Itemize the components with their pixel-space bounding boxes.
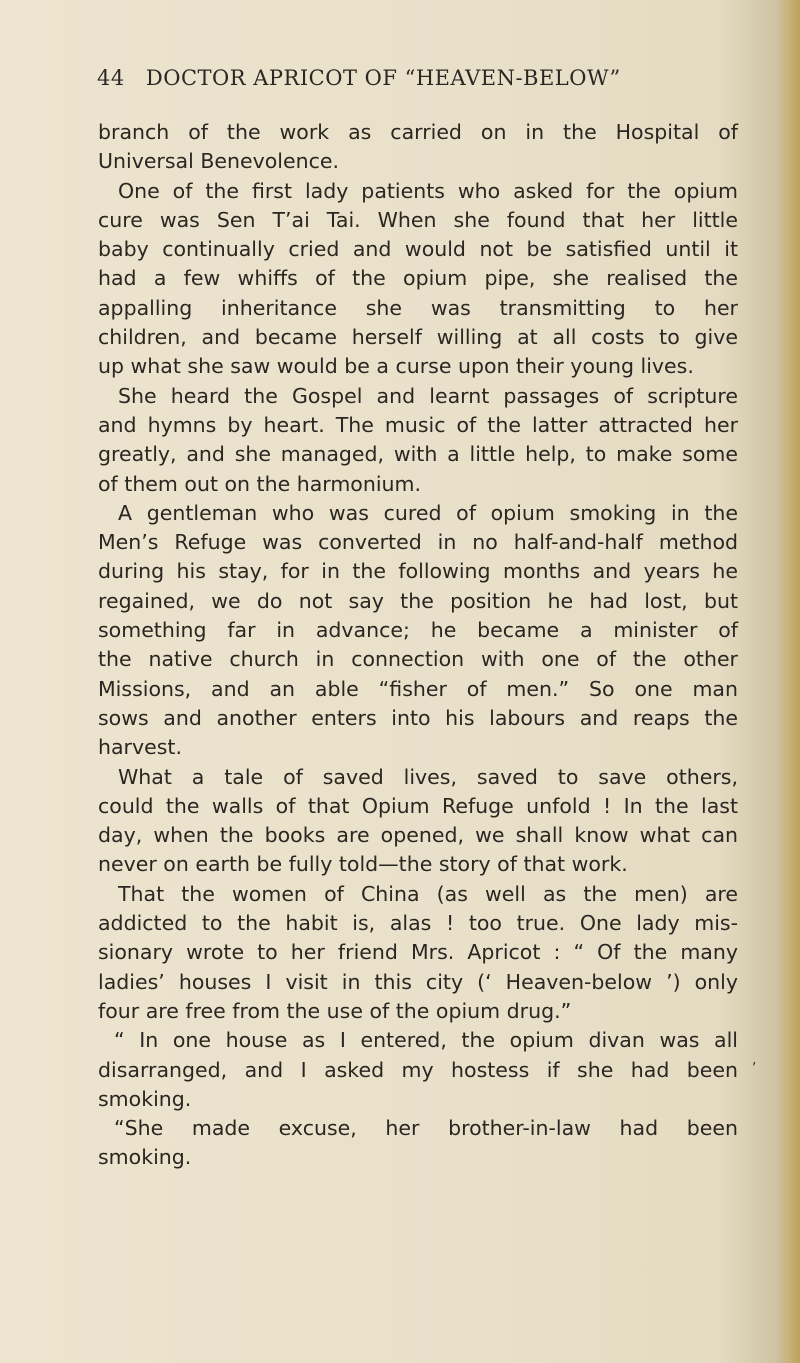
text-line: branch of the work as carried on in the Hospital of: [98, 120, 738, 144]
running-header: [97, 66, 717, 90]
text-line: never on earth be fully told—the story of that work.: [98, 852, 628, 877]
text-line: baby continually cried and would not be satisfied until it: [98, 237, 738, 262]
text-line: regained, we do not say the position he had lost, but: [98, 588, 738, 613]
text-line: greatly, and she managed, with a little help, to make some: [98, 442, 738, 467]
text-line: sionary wrote to her friend Mrs. Apricot : “ Of the many: [98, 940, 738, 965]
text-line: Men’s Refuge was converted in no half-and-half method: [98, 530, 738, 555]
text-line: Missions, and an able “fisher of men.” So one man: [98, 676, 738, 701]
text-line: up what she saw would be a curse upon their young lives.: [98, 354, 694, 379]
text-line: ladies’ houses I visit in this city (‘ Heaven-below ’) only: [98, 969, 738, 994]
text-line: something far in advance; he became a minister of: [98, 618, 738, 643]
text-line: disarranged, and I asked my hostess if she had been: [98, 1057, 738, 1082]
page-number: 44: [97, 66, 125, 90]
text-line: “She made excuse, her brother-in-law had been: [114, 1116, 738, 1141]
text-line: sows and another enters into his labours and reaps the: [98, 705, 738, 730]
text-line: four are free from the use of the opium drug.”: [98, 998, 572, 1023]
body-text: [98, 118, 738, 1173]
text-line: A gentleman who was cured of opium smoking in the: [118, 500, 738, 525]
text-line: That the women of China (as well as the men) are: [118, 881, 738, 906]
text-line: had a few whiffs of the opium pipe, she realised the: [98, 266, 738, 291]
text-line: Universal Benevolence.: [98, 149, 339, 174]
running-title: DOCTOR APRICOT OF “HEAVEN-BELOW”: [145, 66, 621, 90]
text-line: appalling inheritance she was transmitting to her: [98, 295, 738, 320]
margin-mark: ,: [752, 1052, 757, 1068]
text-line: smoking.: [98, 1086, 192, 1111]
text-line: “ In one house as I entered, the opium divan was all: [114, 1028, 738, 1053]
text-line: addicted to the habit is, alas ! too true. One lady mis-: [98, 911, 738, 936]
text-line: harvest.: [98, 735, 182, 760]
text-line: One of the first lady patients who asked for the opium: [118, 178, 738, 203]
text-line: and hymns by heart. The music of the latter attracted her: [98, 412, 738, 437]
text-line: smoking.: [98, 1145, 192, 1170]
text-line: day, when the books are opened, we shall know what can: [98, 823, 738, 848]
text-line: cure was Sen T’ai Tai. When she found that her little: [98, 207, 738, 232]
text-line: of them out on the harmonium.: [98, 471, 422, 496]
text-line: the native church in connection with one of the other: [98, 647, 738, 672]
text-line: during his stay, for in the following months and years he: [98, 559, 738, 584]
text-line: What a tale of saved lives, saved to save others,: [118, 764, 738, 789]
text-line: She heard the Gospel and learnt passages of scripture: [118, 383, 738, 408]
page-edge: [778, 0, 800, 1363]
text-line: children, and became herself willing at all costs to give: [98, 325, 738, 350]
text-line: could the walls of that Opium Refuge unfold ! In the last: [98, 793, 738, 818]
